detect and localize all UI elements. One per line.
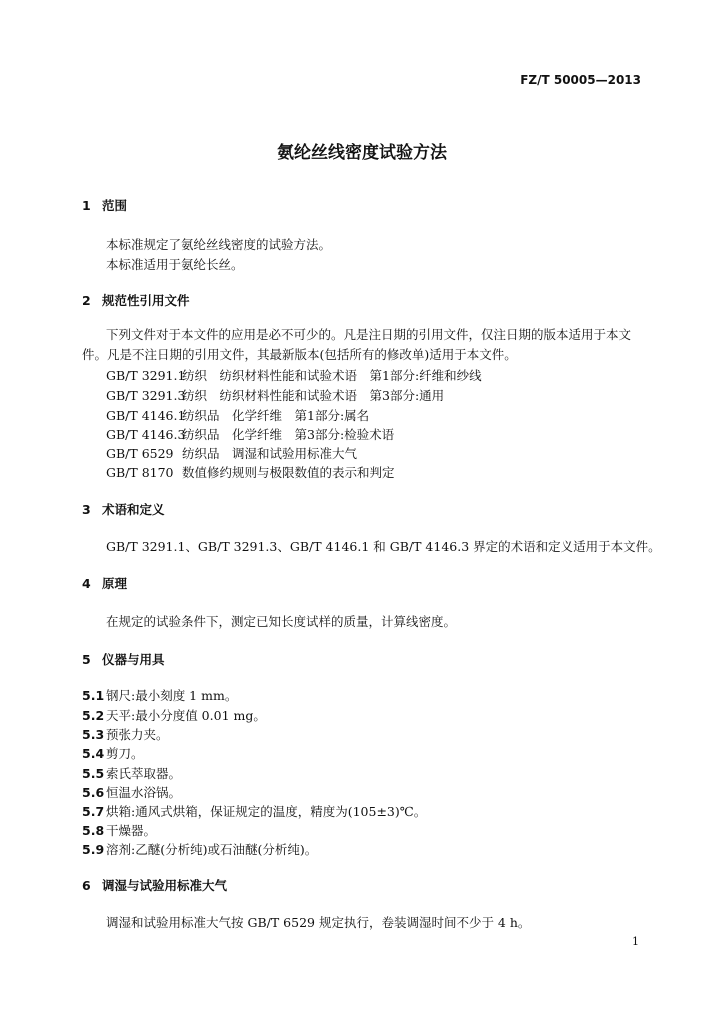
section-number: 1: [82, 198, 91, 213]
reference-title: 数值修约规则与极限数值的表示和判定: [182, 465, 395, 480]
list-item: [82, 840, 317, 858]
item-number: 5.1: [82, 688, 105, 703]
reference-title: 纺织品 调湿和试验用标准大气: [182, 446, 358, 461]
item-number: 5.3: [82, 727, 105, 742]
section-title: 范围: [102, 198, 128, 213]
reference-title: 纺织 纺织材料性能和试验术语 第1部分:纤维和纱线: [182, 368, 482, 383]
list-item: [82, 725, 169, 743]
reference-code: GB/T 4146.1: [106, 408, 186, 423]
section-title: 调湿与试验用标准大气: [102, 878, 228, 893]
section-1-heading: [82, 196, 127, 214]
item-text: 恒温水浴锅。: [106, 785, 182, 800]
page-number: 1: [632, 935, 639, 948]
item-text: 索氏萃取器。: [106, 766, 182, 781]
paragraph: 调湿和试验用标准大气按 GB/T 6529 规定执行，卷装调湿时间不少于 4 h。: [106, 915, 531, 930]
list-item: [82, 764, 181, 782]
list-item: [82, 783, 181, 801]
list-item: [82, 686, 237, 704]
item-number: 5.9: [82, 842, 105, 857]
item-number: 5.8: [82, 823, 105, 838]
reference-item: [106, 366, 482, 384]
reference-code: GB/T 3291.1: [106, 368, 186, 383]
reference-title: 纺织品 化学纤维 第3部分:检验术语: [182, 427, 395, 442]
reference-item: [106, 444, 357, 462]
section-number: 2: [82, 293, 91, 308]
section-title: 规范性引用文件: [102, 293, 190, 308]
item-text: 钢尺:最小刻度 1 mm。: [106, 688, 238, 703]
section-2-heading: [82, 291, 190, 309]
paragraph: GB/T 3291.1、GB/T 3291.3、GB/T 4146.1 和 GB/T 4146.3 界定的术语和定义适用于本文件。: [106, 539, 661, 554]
reference-code: GB/T 3291.3: [106, 388, 186, 403]
item-number: 5.7: [82, 804, 105, 819]
item-text: 剪刀。: [106, 746, 144, 761]
section-title: 术语和定义: [102, 502, 165, 517]
item-text: 干燥器。: [106, 823, 157, 838]
item-number: 5.5: [82, 766, 105, 781]
item-number: 5.2: [82, 708, 105, 723]
reference-item: [106, 425, 394, 443]
section-4-heading: [82, 574, 127, 592]
item-text: 溶剂:乙醚(分析纯)或石油醚(分析纯)。: [106, 842, 318, 857]
section-number: 4: [82, 576, 91, 591]
paragraph: 在规定的试验条件下，测定已知长度试样的质量，计算线密度。: [106, 614, 457, 629]
section-number: 5: [82, 652, 91, 667]
list-item: [82, 821, 156, 839]
reference-code: GB/T 8170: [106, 465, 174, 480]
standard-number: FZ/T 50005—2013: [520, 73, 641, 87]
item-text: 预张力夹。: [106, 727, 169, 742]
document-title: 氨纶丝线密度试验方法: [277, 143, 447, 163]
item-number: 5.6: [82, 785, 105, 800]
paragraph: 下列文件对于本文件的应用是必不可少的。凡是注日期的引用文件，仅注日期的版本适用于本文件。凡是不注日期的引用文件，其最新版本(包括所有的修改单)适用于本文件。: [82, 327, 632, 362]
section-number: 6: [82, 878, 91, 893]
list-item: [82, 744, 144, 762]
item-number: 5.4: [82, 746, 105, 761]
reference-item: [106, 386, 444, 404]
reference-title: 纺织品 化学纤维 第1部分:属名: [182, 408, 370, 423]
item-text: 烘箱:通风式烘箱，保证规定的温度，精度为(105±3)℃。: [106, 804, 427, 819]
section-5-heading: [82, 650, 165, 668]
reference-item: [106, 463, 395, 481]
section-title: 原理: [102, 576, 128, 591]
item-text: 天平:最小分度值 0.01 mg。: [106, 708, 266, 723]
paragraph: 本标准规定了氨纶丝线密度的试验方法。: [106, 237, 332, 252]
section-3-heading: [82, 500, 165, 518]
reference-title: 纺织 纺织材料性能和试验术语 第3部分:通用: [182, 388, 445, 403]
paragraph: 本标准适用于氨纶长丝。: [106, 257, 244, 272]
section-title: 仪器与用具: [102, 652, 165, 667]
list-item: [82, 802, 426, 820]
reference-code: GB/T 6529: [106, 446, 174, 461]
section-number: 3: [82, 502, 91, 517]
reference-item: [106, 406, 369, 424]
section-6-heading: [82, 876, 227, 894]
list-item: [82, 706, 266, 724]
reference-code: GB/T 4146.3: [106, 427, 186, 442]
